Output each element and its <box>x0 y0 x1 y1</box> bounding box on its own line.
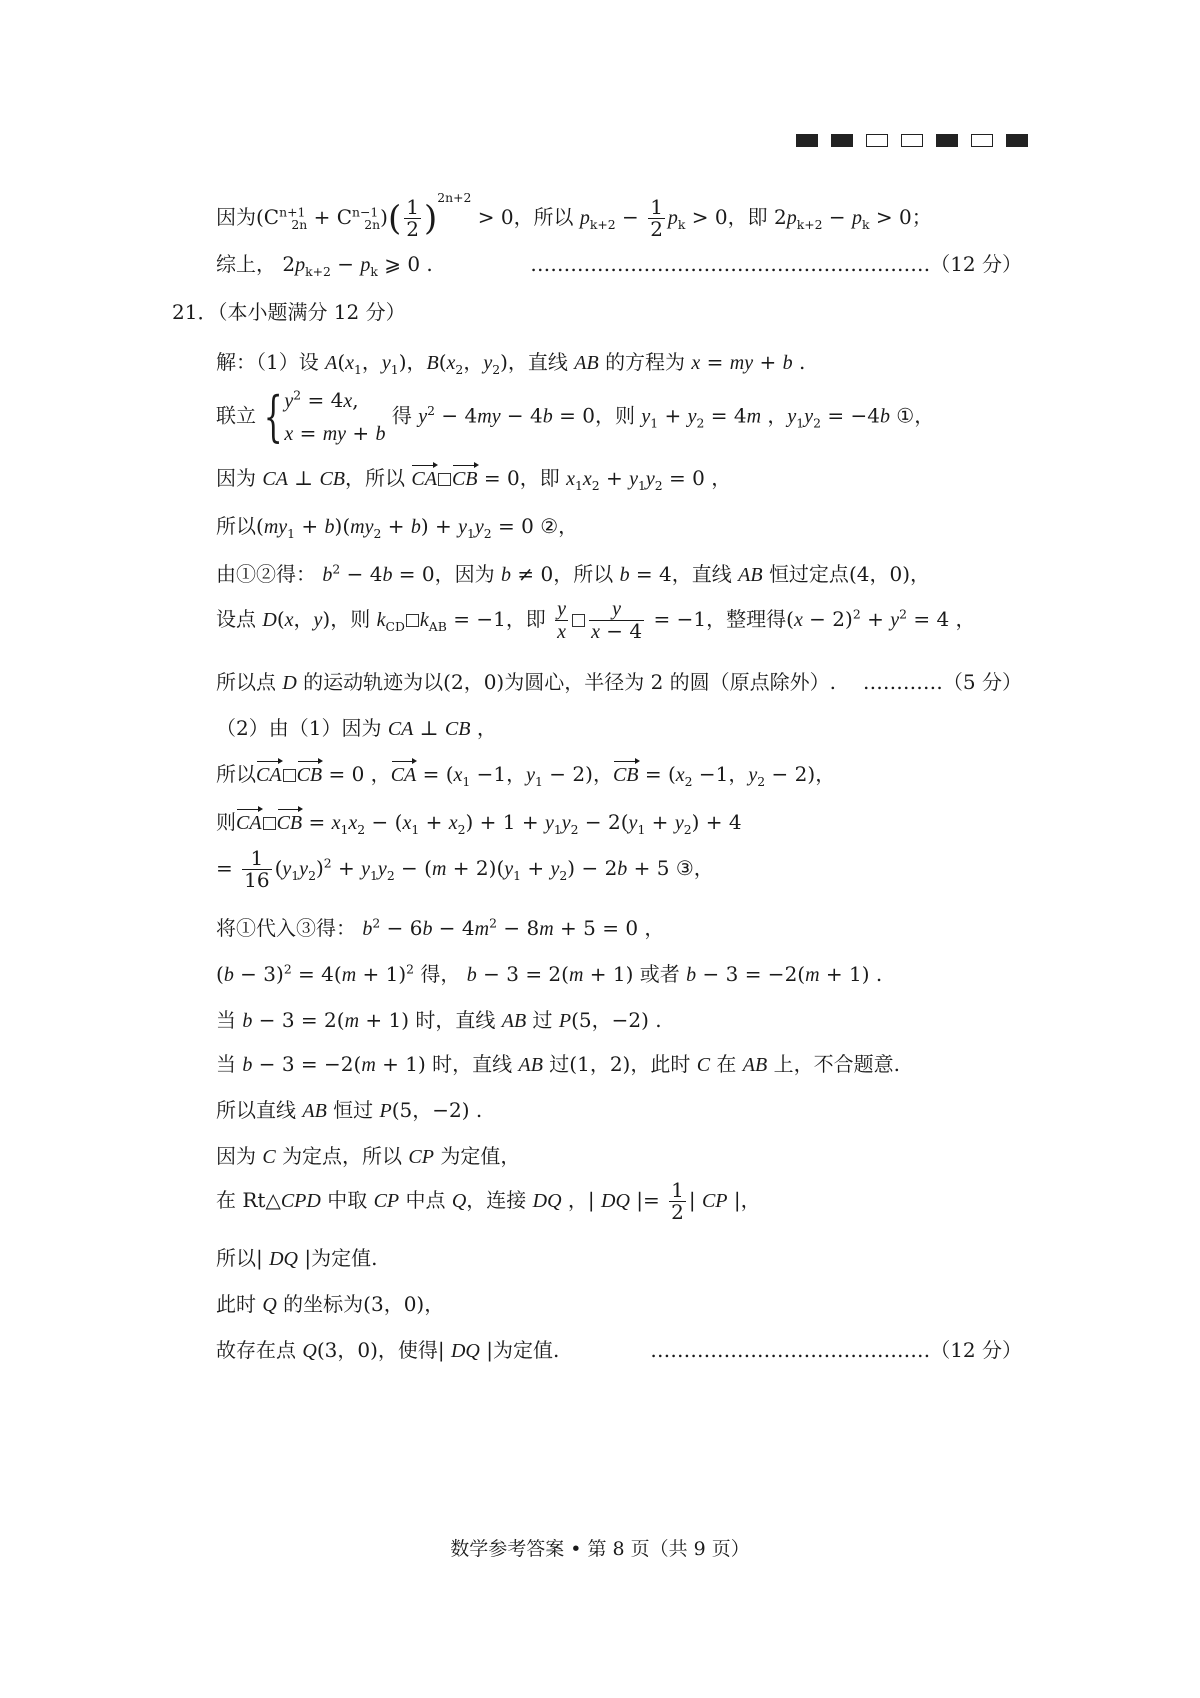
marker-5 <box>936 134 958 147</box>
marker-1 <box>796 134 818 147</box>
solution-line-system: 联立 { $y^2 = 4x$, x = my + b 得 $y^2 - 4my - 4b = 0$，则 $y_1 + y_2 = 4m$ ，$y_1y_2 = -4b$ ①， <box>216 385 935 448</box>
page-corner-markers <box>796 134 1028 147</box>
marker-6 <box>971 134 993 147</box>
score-12-a: ……………………………………………………（12 分） <box>530 252 1022 276</box>
marker-7 <box>1006 134 1028 147</box>
page-footer: 数学参考答案 • 第 8 页（共 9 页） <box>450 1538 750 1560</box>
part2-line-fixed-cp: 因为 C 为定点，所以 CP 为定值， <box>216 1144 521 1168</box>
part2-line-dot-product: 则CA CB = $x_1x_2 - (x_1 + x_2) + 1 + y_1y_2 - 2(y_1 + y_2) + 4$ <box>216 810 742 837</box>
score-5: …………（5 分） <box>862 670 1022 694</box>
part2-line-final: 故存在点 Q(3，0)，使得| DQ |为定值. <box>216 1338 560 1362</box>
marker-4 <box>901 134 923 147</box>
line-summary: 综上， $2p_{k+2} - p_k$ ⩾ 0 . <box>216 252 433 279</box>
solution-line-substitution: 所以$(my_1 + b)(my_2 + b) + y_1y_2 = 0$ ②， <box>216 514 579 541</box>
part2-line-intro: （2）由（1）因为 CA ⊥ CB ， <box>216 716 497 740</box>
part2-line-plug-in: 将①代入③得： $b^2 - 6b - 4m^2 - 8m + 5 = 0$ ， <box>216 915 665 940</box>
solution-line-perpendicular: 因为 CA ⊥ CB，所以 CA CB = 0，即 $x_1x_2 + y_1y_2 = 0$ ， <box>216 466 732 493</box>
solution-line-setup: 解：（1）设 $A(x_1$，$y_1$)，$B(x_2$，$y_2$)，直线 AB 的方程为 x = my + b . <box>216 350 806 377</box>
part2-line-case2: 当 b − 3 = −2(m + 1) 时，直线 AB 过(1，2)，此时 C 在 AB 上，不合题意. <box>216 1052 900 1076</box>
score-12-b: ……………………………………（12 分） <box>650 1338 1022 1362</box>
part2-line-midpoint: 在 Rt△CPD 中取 CP 中点 Q，连接 DQ ，| DQ |= $\frac{1}{2}$ | CP |， <box>216 1178 761 1224</box>
part2-line-dq-fixed: 所以| DQ |为定值. <box>216 1246 378 1270</box>
part2-line-vectors: 所以CA CB = 0 ，CA = ($x_1 -1$，$y_1 - 2$)，CB = ($x_2 -1$，$y_2 - 2$)， <box>216 762 836 789</box>
part2-line-case1: 当 b − 3 = 2(m + 1) 时，直线 AB 过 P(5，−2) . <box>216 1008 662 1032</box>
question-21-header: 21．（本小题满分 12 分） <box>172 300 406 324</box>
part2-line-factor: $(b - 3)^2 = 4(m + 1)^2$ 得， b − 3 = 2(m + 1) 或者 b − 3 = −2(m + 1) . <box>216 961 883 986</box>
marker-3 <box>866 134 888 147</box>
solution-line-fixed-point: 由①②得： $b^2 - 4b = 0$，因为 b ≠ 0，所以 b = 4，直线 AB 恒过定点(4，0)， <box>216 561 930 586</box>
marker-2 <box>831 134 853 147</box>
part2-line-conclusion-point: 所以直线 AB 恒过 P(5，−2) . <box>216 1098 483 1122</box>
solution-line-circle: 所以点 D 的运动轨迹为以(2，0)为圆心，半径为 2 的圆（原点除外）. <box>216 670 837 694</box>
solution-line-locus: 设点 D(x，y)，则 $k_{CD}$ $k_{AB} = -1$，即 $\frac{y}{x}$ $\frac{y}{x - 4}$ = −1，整理得$(x - 2)^2 + y^2 = 4$ ， <box>216 598 976 643</box>
part2-line-q-coord: 此时 Q 的坐标为(3，0)， <box>216 1292 445 1316</box>
line-inequality-conclusion: 因为$(C^{n+1}_{2n} + C^{n-1}_{2n})$( $\frac{1}{2}$ )$^{2n+2}$ > 0，所以 $p_{k+2}$ − $\frac{1}{2}$ $p_k > 0$，即 $2p_{k+2} - p_k > 0$； <box>216 190 932 241</box>
part2-line-expanded: = $\frac{1}{16}$ $(y_1y_2)^2 + y_1y_2 - (m + 2)(y_1 + y_2) - 2b + 5$ ③， <box>216 846 714 892</box>
